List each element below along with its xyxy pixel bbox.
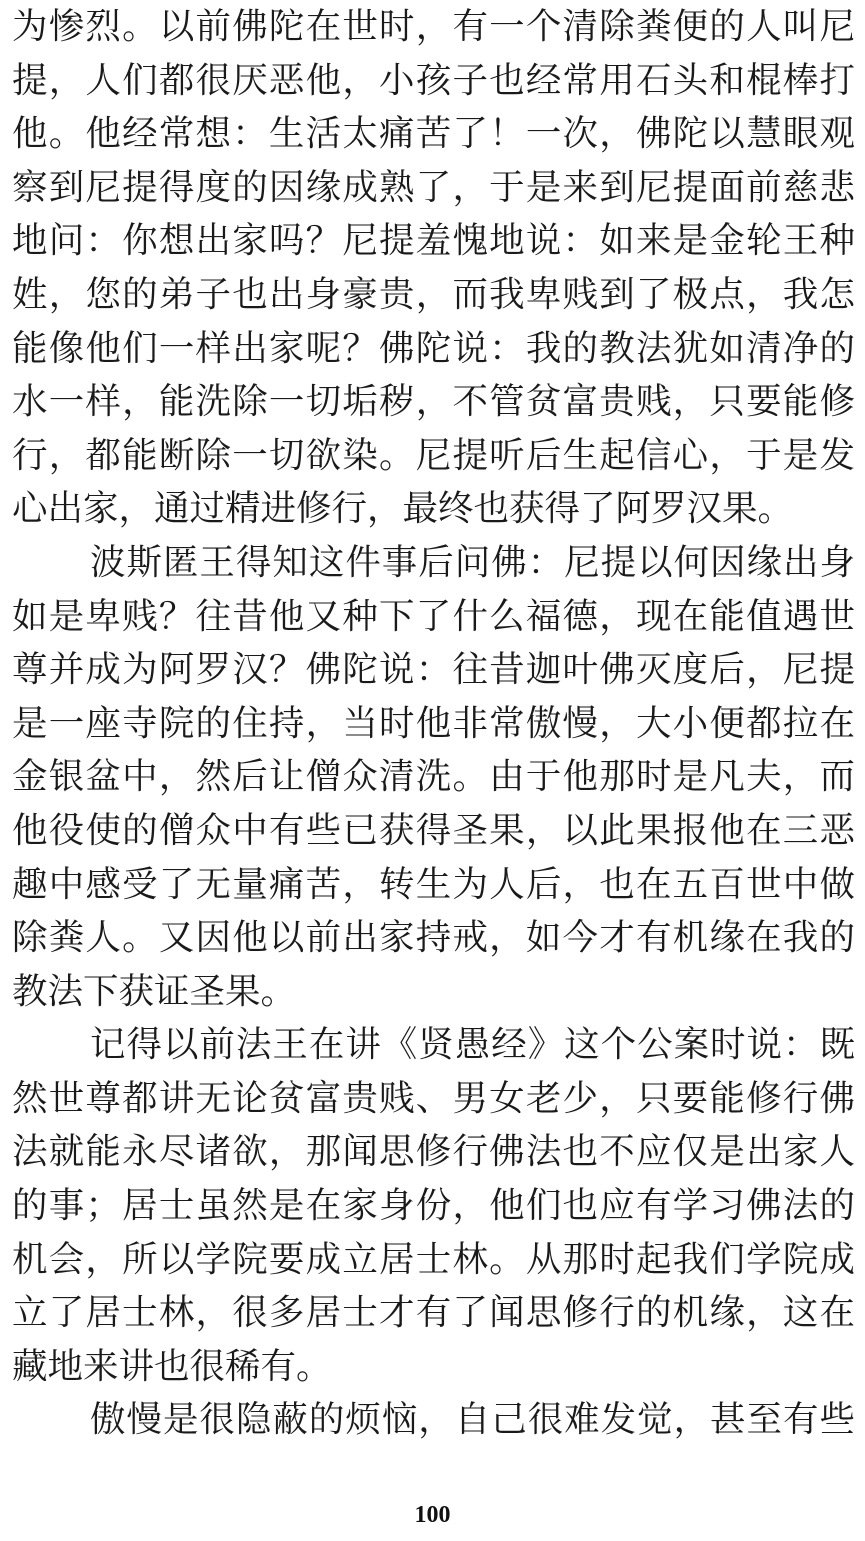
text-line: 除粪人。又因他以前出家持戒，如今才有机缘在我的	[12, 917, 855, 959]
body-text	[12, 0, 855, 1447]
text-line: 行，都能断除一切欲染。尼提听后生起信心，于是发	[12, 434, 855, 476]
paragraph-first-line: 记得以前法王在讲《贤愚经》这个公案时说：既	[90, 1024, 855, 1066]
text-line: 水一样，能洗除一切垢秽，不管贫富贵贱，只要能修	[12, 381, 855, 423]
text-line: 地问：你想出家吗？尼提羞愧地说：如来是金轮王种	[12, 220, 855, 262]
text-line: 然世尊都讲无论贫富贵贱、男女老少，只要能修行佛	[12, 1077, 855, 1119]
text-line: 他役使的僧众中有些已获得圣果，以此果报他在三恶	[12, 809, 855, 851]
text-line: 法就能永尽诸欲，那闻思修行佛法也不应仅是出家人	[12, 1131, 855, 1173]
text-line: 藏地来讲也很稀有。	[12, 1345, 332, 1387]
text-line: 心出家，通过精进修行，最终也获得了阿罗汉果。	[12, 488, 794, 530]
text-line: 立了居士林，很多居士才有了闻思修行的机缘，这在	[12, 1292, 855, 1334]
text-line: 金银盆中，然后让僧众清洗。由于他那时是凡夫，而	[12, 756, 855, 798]
paragraph-first-line: 傲慢是很隐蔽的烦恼，自己很难发觉，甚至有些	[90, 1399, 855, 1441]
text-line: 是一座寺院的住持，当时他非常傲慢，大小便都拉在	[12, 702, 855, 744]
text-line: 如是卑贱？往昔他又种下了什么福德，现在能值遇世	[12, 595, 855, 637]
text-line: 为惨烈。以前佛陀在世时，有一个清除粪便的人叫尼	[12, 6, 855, 47]
text-line: 尊并成为阿罗汉？佛陀说：往昔迦叶佛灭度后，尼提	[12, 649, 855, 691]
paragraph-first-line: 波斯匿王得知这件事后问佛：尼提以何因缘出身	[90, 541, 855, 583]
text-line: 察到尼提得度的因缘成熟了，于是来到尼提面前慈悲	[12, 166, 855, 208]
text-line: 趣中感受了无量痛苦，转生为人后，也在五百世中做	[12, 863, 855, 905]
text-line: 教法下获证圣果。	[12, 970, 297, 1012]
text-line: 他。他经常想：生活太痛苦了！一次，佛陀以慧眼观	[12, 113, 855, 155]
text-line: 能像他们一样出家呢？佛陀说：我的教法犹如清净的	[12, 327, 855, 369]
text-line: 提，人们都很厌恶他，小孩子也经常用石头和棍棒打	[12, 59, 855, 101]
text-line: 姓，您的弟子也出身豪贵，而我卑贱到了极点，我怎	[12, 273, 855, 315]
page-number: 100	[414, 1502, 451, 1528]
text-line: 的事；居士虽然是在家身份，他们也应有学习佛法的	[12, 1185, 855, 1227]
text-line: 机会，所以学院要成立居士林。从那时起我们学院成	[12, 1238, 855, 1280]
